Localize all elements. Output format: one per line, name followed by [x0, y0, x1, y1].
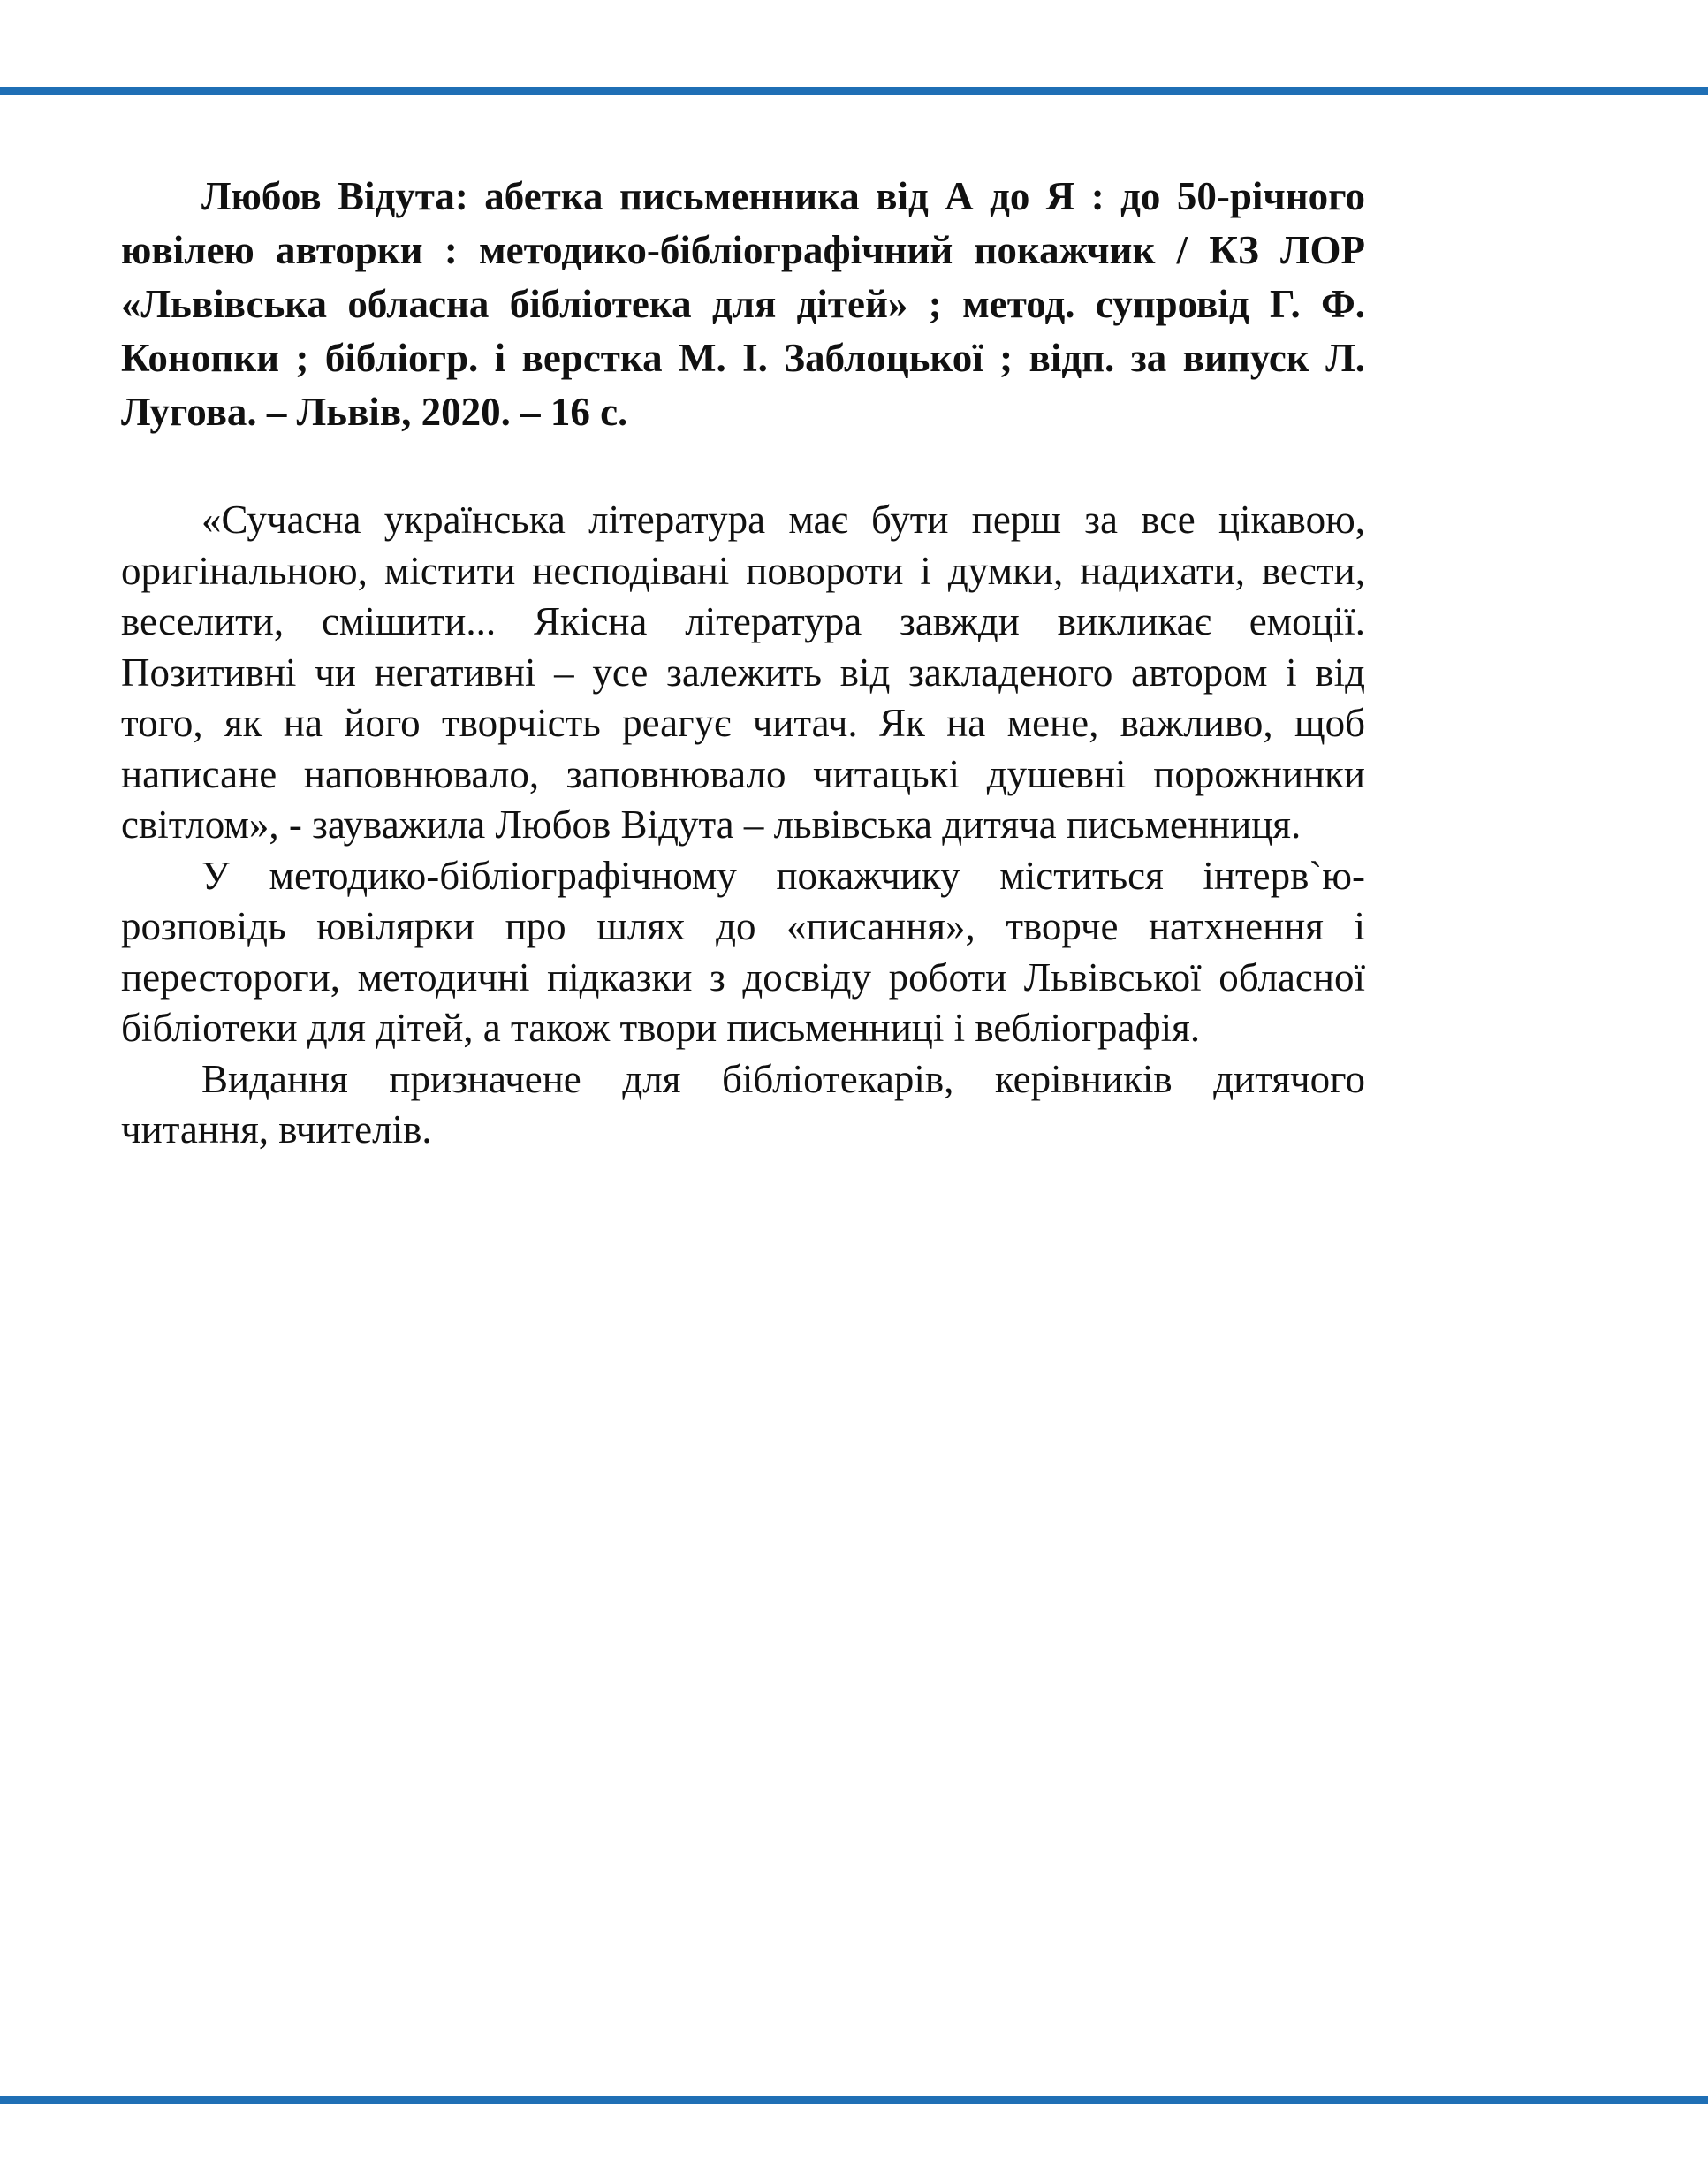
audience-paragraph: Видання призначене для бібліотекарів, керівників дитячого читання, вчителів.: [121, 1056, 1365, 1152]
description-paragraph: У методико-бібліографічному покажчику міститься інтерв`ю-розповідь ювілярки про шлях до «писання», творче натхнення і перестороги, методичні підказки з досвіду роботи Львівської обласної бібліотеки для дітей, а також твори письменниці і вебліографія.: [121, 853, 1365, 1050]
bibliographic-citation: Любов Відута: абетка письменника від А до Я : до 50-річного ювілею авторки : методико-бібліографічний покажчик / КЗ ЛОР «Львівська обласна бібліотека для дітей» ; метод. супровід Г. Ф. Конопки ; бібліогр. і верстка М. І. Заблоцької ; відп. за випуск Л. Лугова. – Львів, 2020. – 16 с.: [121, 174, 1365, 434]
page-content: [121, 170, 1365, 1156]
top-blue-rule: [0, 87, 1708, 95]
quote-paragraph: «Сучасна українська література має бути перш за все цікавою, оригінальною, містити несподівані повороти і думки, надихати, вести, веселити, смішити... Якісна література завжди викликає емоції. Позитивні чи негативні – усе залежить від закладеного автором і від того, як на його творчість реагує читач. Як на мене, важливо, щоб написане наповнювало, заповнювало читацькі душевні порожнинки світлом», - зауважила Любов Відута – львівська дитяча письменниця.: [121, 498, 1365, 847]
bottom-blue-rule: [0, 2096, 1708, 2104]
